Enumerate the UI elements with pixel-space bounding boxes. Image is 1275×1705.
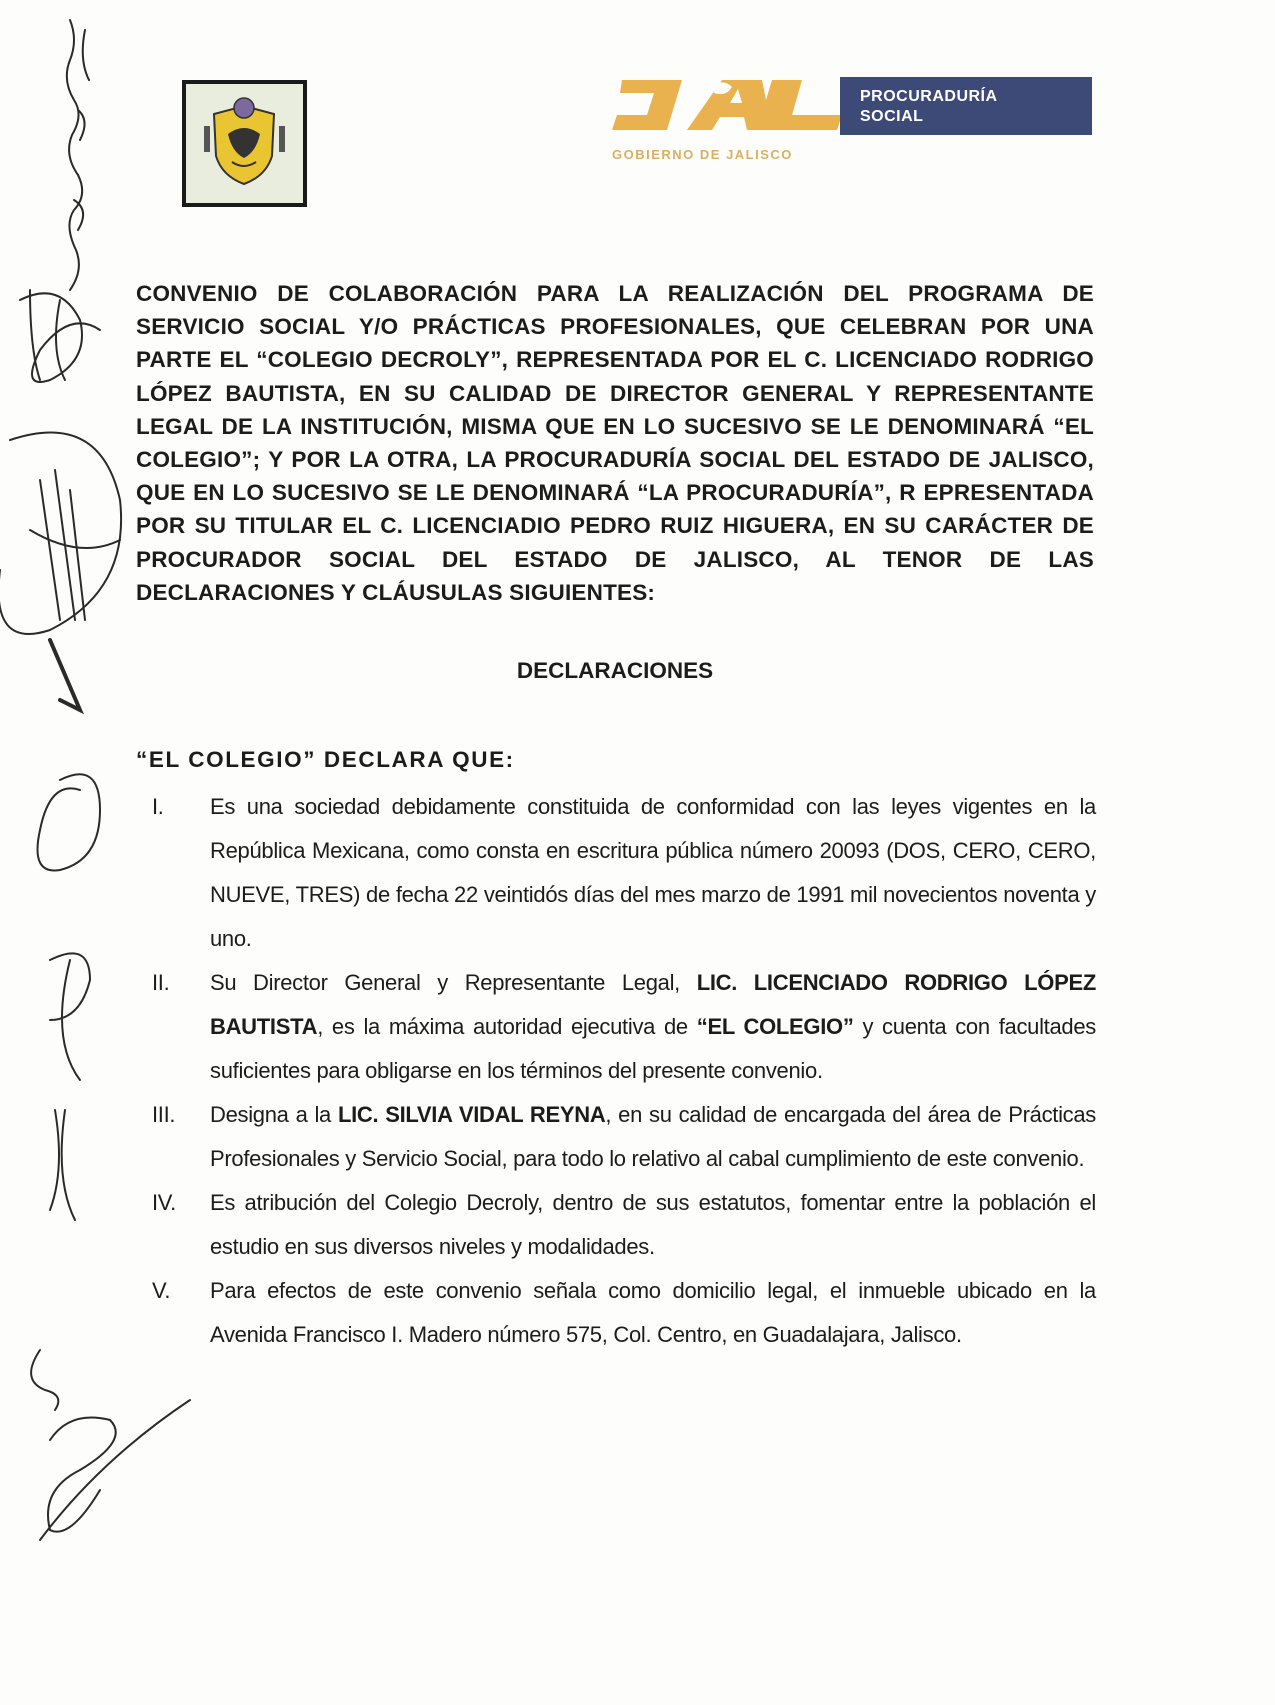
declaration-number: I. <box>152 794 164 819</box>
convenio-intro-paragraph: CONVENIO DE COLABORACIÓN PARA LA REALIZACIÓN DEL PROGRAMA DE SERVICIO SOCIAL Y/O PRÁCTICAS PROFESIONALES, QUE CELEBRAN POR UNA PARTE EL “COLEGIO DECROLY”, REPRESENTADA POR EL C. LICENCIADO RODRIGO LÓPEZ BAUTISTA, EN SU CALIDAD DE DIRECTOR GENERAL Y REPRESENTANTE LEGAL DE LA INSTITUCIÓN, MISMA QUE EN LO SUCESIVO SE LE DENOMINARÁ “EL COLEGIO”; Y POR LA OTRA, LA PROCURADURÍA SOCIAL DEL ESTADO DE JALISCO, QUE EN LO SUCESIVO SE LE DENOMINARÁ “LA PROCURADURÍA”, R EPRESENTADA POR SU TITULAR EL C. LICENCIADIO PEDRO RUIZ HIGUERA, EN SU CARÁCTER DE PROCURADOR SOCIAL DEL ESTADO DE JALISCO, AL TENOR DE LAS DECLARACIONES Y CLÁUSULAS SIGUIENTES: <box>136 281 1094 605</box>
declaration-bold-text: LIC. SILVIA VIDAL REYNA <box>337 1102 606 1127</box>
declaration-item <box>136 1269 1096 1357</box>
declaration-text: , en su calidad de encargada del área de Prácticas Profesionales y Servicio Social, para todo lo relativo al cabal cumplimiento de este convenio. <box>210 1102 1097 1171</box>
signature-stroke-12 <box>40 1400 190 1540</box>
declaration-number: IV. <box>152 1190 176 1215</box>
declaration-text: Designa a la <box>210 1102 338 1127</box>
declaration-text: Su Director General y Representante Legal, <box>210 970 697 995</box>
signature-stroke-6 <box>30 470 120 620</box>
colegio-seal-icon <box>186 84 303 203</box>
declaration-text: Es atribución del Colegio Decroly, dentro de sus estatutos, fomentar entre la población el estudio en sus diversos niveles y modalidades. <box>210 1190 1096 1259</box>
signature-stroke-11 <box>31 1350 58 1410</box>
jal-wordmark <box>612 75 852 140</box>
colegio-decroly-logo <box>182 80 307 207</box>
signature-stroke-4 <box>30 290 65 380</box>
declaration-text: , es la máxima autoridad ejecutiva de <box>317 1014 697 1039</box>
gobierno-de-jalisco-label: GOBIERNO DE JALISCO <box>612 147 793 162</box>
declaration-item <box>136 1181 1096 1269</box>
banner-line-2: SOCIAL <box>860 108 924 125</box>
declaration-number: II. <box>152 970 170 995</box>
signature-stroke-10 <box>50 1110 75 1220</box>
signature-stroke-8 <box>38 774 101 870</box>
declaration-item <box>136 1093 1096 1181</box>
colegio-declara-heading: “EL COLEGIO” DECLARA QUE: <box>136 747 515 772</box>
declarations-list <box>136 785 1096 1357</box>
signature-stroke-9 <box>50 953 90 1080</box>
declaration-number: III. <box>152 1102 176 1127</box>
declaration-number: V. <box>152 1278 171 1303</box>
banner-line-1: PROCURADURÍA <box>860 88 998 105</box>
declaration-bold-text: “EL COLEGIO” <box>696 1014 854 1039</box>
declaration-item <box>136 785 1096 961</box>
signature-stroke-5 <box>0 433 121 635</box>
declaration-text: y cuenta con facultades suficientes para obligarse en los términos del presente convenio. <box>210 1014 1096 1083</box>
declaration-text: Para efectos de este convenio señala como domicilio legal, el inmueble ubicado en la Avenida Francisco I. Madero número 575, Col. Centro, en Guadalajara, Jalisco. <box>210 1278 1096 1347</box>
declaraciones-heading: DECLARACIONES <box>516 658 714 683</box>
declaration-text: Es una sociedad debidamente constituida de conformidad con las leyes vigentes en la República Mexicana, como consta en escritura pública número 20093 (DOS, CERO, CERO, NUEVE, TRES) de fecha 22 veintidós días del mes marzo de 1991 mil novecientos noventa y uno. <box>210 794 1096 951</box>
signature-stroke-1 <box>67 20 82 290</box>
declaration-bold-text: LIC. LICENCIADO RODRIGO LÓPEZ BAUTISTA <box>210 970 1096 1039</box>
declaration-item <box>136 961 1096 1093</box>
procuraduria-banner <box>840 77 1092 135</box>
jalisco-procuraduria-logo <box>612 75 1092 170</box>
